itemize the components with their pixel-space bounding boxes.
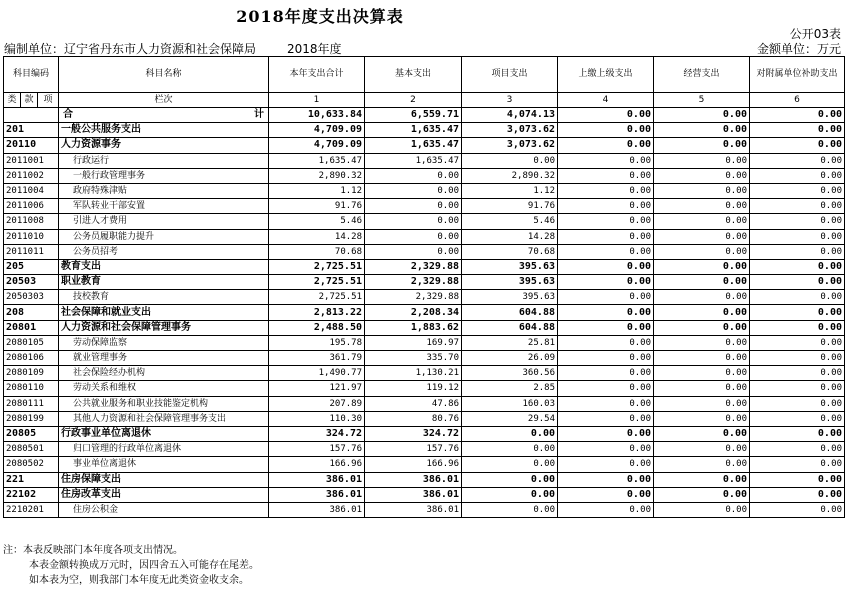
amount-cell: 0.00 [750,335,845,350]
reporting-unit: 编制单位：辽宁省丹东市人力资源和社会保障局 [4,42,257,56]
subject-name: 引进人才费用 [59,214,269,229]
amount-cell: 0.00 [654,411,750,426]
table-row [4,244,845,259]
amount-cell: 0.00 [365,229,462,244]
subject-code: 20110 [4,138,59,153]
column-number-2: 2 [365,93,462,108]
amount-cell: 604.88 [462,320,558,335]
table-row [4,305,845,320]
amount-cell: 0.00 [750,123,845,138]
amount-cell: 0.00 [750,199,845,214]
amount-cell: 2,725.51 [269,275,365,290]
header-code: 科目编码 [4,57,59,93]
total-label-ji: 计 [254,109,264,121]
subject-code: 2080106 [4,351,59,366]
amount-cell: 0.00 [654,487,750,502]
total-value: 0.00 [654,108,750,123]
amount-cell: 4,709.09 [269,123,365,138]
amount-cell: 2,488.50 [269,320,365,335]
subject-name: 人力资源事务 [59,138,269,153]
table-row [4,366,845,381]
amount-cell: 0.00 [654,472,750,487]
subject-name: 社会保障和就业支出 [59,305,269,320]
subject-name: 劳动关系和维权 [59,381,269,396]
amount-cell: 0.00 [558,442,654,457]
header-project-expenditure: 项目支出 [462,57,558,93]
amount-cell: 0.00 [462,457,558,472]
amount-cell: 166.96 [269,457,365,472]
amount-cell: 1,490.77 [269,366,365,381]
amount-cell: 0.00 [558,183,654,198]
amount-cell: 0.00 [750,168,845,183]
subject-name: 住房改革支出 [59,487,269,502]
subject-code: 2011004 [4,183,59,198]
table-row [4,183,845,198]
amount-cell: 0.00 [750,290,845,305]
amount-cell: 0.00 [750,275,845,290]
amount-cell: 3,073.62 [462,123,558,138]
amount-cell: 0.00 [750,153,845,168]
total-value: 4,074.13 [462,108,558,123]
table-row [4,214,845,229]
amount-cell: 0.00 [558,320,654,335]
amount-cell: 0.00 [654,229,750,244]
amount-cell: 0.00 [654,168,750,183]
table-row [4,153,845,168]
header-xiang: 项 [38,93,59,108]
amount-cell: 0.00 [750,411,845,426]
total-value: 0.00 [558,108,654,123]
subject-name: 社会保险经办机构 [59,366,269,381]
amount-cell: 166.96 [365,457,462,472]
amount-cell: 0.00 [558,138,654,153]
amount-cell: 0.00 [558,229,654,244]
header-total-expenditure: 本年支出合计 [269,57,365,93]
amount-cell: 80.76 [365,411,462,426]
amount-cell: 395.63 [462,259,558,274]
amount-cell: 0.00 [654,305,750,320]
amount-cell: 29.54 [462,411,558,426]
subject-name: 政府特殊津贴 [59,183,269,198]
header-lei: 类 [4,93,21,108]
amount-cell: 0.00 [558,305,654,320]
amount-cell: 0.00 [750,244,845,259]
amount-cell: 0.00 [750,472,845,487]
amount-cell: 0.00 [654,351,750,366]
header-lanci: 栏次 [59,93,269,108]
table-row [4,426,845,441]
amount-cell: 121.97 [269,381,365,396]
subject-code: 2011002 [4,168,59,183]
amount-cell: 0.00 [558,381,654,396]
subject-name: 教育支出 [59,259,269,274]
header-subsidy-affiliates: 对附属单位补助支出 [750,57,845,93]
subject-code: 2080502 [4,457,59,472]
amount-cell: 0.00 [558,153,654,168]
table-row [4,351,845,366]
subject-code: 221 [4,472,59,487]
subject-name: 归口管理的行政单位离退休 [59,442,269,457]
subject-name: 劳动保障监察 [59,335,269,350]
table-row [4,442,845,457]
amount-cell: 2,329.88 [365,275,462,290]
amount-cell: 386.01 [365,472,462,487]
total-row [4,108,845,123]
subject-code: 2011006 [4,199,59,214]
amount-cell: 119.12 [365,381,462,396]
amount-cell: 0.00 [654,123,750,138]
amount-cell: 2,813.22 [269,305,365,320]
subject-name: 职业教育 [59,275,269,290]
table-row [4,457,845,472]
amount-cell: 0.00 [654,153,750,168]
column-number-4: 4 [558,93,654,108]
amount-cell: 14.28 [462,229,558,244]
amount-cell: 0.00 [558,275,654,290]
amount-cell: 0.00 [750,366,845,381]
amount-cell: 1.12 [462,183,558,198]
table-row [4,320,845,335]
amount-cell: 0.00 [750,351,845,366]
amount-cell: 0.00 [750,381,845,396]
subject-name: 公务员履职能力提升 [59,229,269,244]
fiscal-year: 2018年度 [287,42,342,56]
amount-cell: 2,329.88 [365,259,462,274]
amount-cell: 1,635.47 [365,153,462,168]
amount-cell: 4,709.09 [269,138,365,153]
amount-cell: 0.00 [558,487,654,502]
table-row [4,138,845,153]
amount-cell: 386.01 [269,502,365,517]
amount-cell: 0.00 [558,426,654,441]
amount-cell: 0.00 [558,457,654,472]
subject-name: 技校教育 [59,290,269,305]
table-row [4,411,845,426]
form-number: 公开03表 [789,27,841,41]
subject-code: 2210201 [4,502,59,517]
amount-cell: 0.00 [750,320,845,335]
notes [3,543,259,588]
amount-cell: 0.00 [558,214,654,229]
amount-cell: 2,725.51 [269,259,365,274]
subject-code: 2011011 [4,244,59,259]
table-row [4,229,845,244]
amount-cell: 0.00 [750,426,845,441]
amount-cell: 386.01 [365,487,462,502]
table-row [4,381,845,396]
amount-cell: 324.72 [365,426,462,441]
total-value: 6,559.71 [365,108,462,123]
table-row [4,199,845,214]
note-line: 如本表为空，则我部门本年度无此类资金收支余。 [29,575,249,586]
subject-code: 20805 [4,426,59,441]
column-number-5: 5 [654,93,750,108]
amount-cell: 0.00 [750,259,845,274]
amount-cell: 0.00 [558,396,654,411]
subject-code: 20801 [4,320,59,335]
amount-cell: 0.00 [558,259,654,274]
amount-cell: 0.00 [462,472,558,487]
amount-cell: 0.00 [462,442,558,457]
amount-cell: 0.00 [654,442,750,457]
amount-cell: 0.00 [654,366,750,381]
column-number-1: 1 [269,93,365,108]
amount-cell: 395.63 [462,290,558,305]
amount-cell: 0.00 [654,320,750,335]
amount-cell: 160.03 [462,396,558,411]
subject-name: 公务员招考 [59,244,269,259]
subject-name: 一般行政管理事务 [59,168,269,183]
amount-cell: 0.00 [750,229,845,244]
header-basic-expenditure: 基本支出 [365,57,462,93]
amount-cell: 0.00 [750,305,845,320]
amount-cell: 0.00 [750,442,845,457]
amount-cell: 0.00 [558,351,654,366]
amount-cell: 324.72 [269,426,365,441]
amount-cell: 0.00 [750,396,845,411]
subject-code: 2050303 [4,290,59,305]
amount-cell: 195.78 [269,335,365,350]
subject-name: 军队转业干部安置 [59,199,269,214]
amount-cell: 0.00 [654,183,750,198]
subject-name: 住房公积金 [59,502,269,517]
amount-cell: 157.76 [365,442,462,457]
subject-code: 22102 [4,487,59,502]
amount-cell: 0.00 [654,275,750,290]
amount-cell: 0.00 [654,290,750,305]
amount-cell: 5.46 [462,214,558,229]
amount-cell: 0.00 [750,502,845,517]
amount-cell: 0.00 [654,199,750,214]
amount-cell: 1,635.47 [365,138,462,153]
subject-name: 公共就业服务和职业技能鉴定机构 [59,396,269,411]
amount-cell: 2.85 [462,381,558,396]
amount-cell: 0.00 [558,502,654,517]
header-name: 科目名称 [59,57,269,93]
amount-cell: 335.70 [365,351,462,366]
amount-cell: 2,208.34 [365,305,462,320]
amount-cell: 0.00 [365,183,462,198]
subject-code: 2011010 [4,229,59,244]
subject-code: 2080105 [4,335,59,350]
amount-cell: 360.56 [462,366,558,381]
amount-cell: 0.00 [654,335,750,350]
amount-cell: 14.28 [269,229,365,244]
amount-cell: 26.09 [462,351,558,366]
amount-cell: 1.12 [269,183,365,198]
subject-name: 行政事业单位离退休 [59,426,269,441]
amount-cell: 169.97 [365,335,462,350]
amount-cell: 0.00 [750,487,845,502]
subject-code: 205 [4,259,59,274]
header-operating-expenditure: 经营支出 [654,57,750,93]
amount-cell: 0.00 [558,199,654,214]
amount-cell: 0.00 [654,502,750,517]
amount-cell: 0.00 [365,214,462,229]
subject-code: 20503 [4,275,59,290]
amount-unit: 金额单位：万元 [756,42,841,56]
amount-cell: 1,883.62 [365,320,462,335]
subject-name: 其他人力资源和社会保障管理事务支出 [59,411,269,426]
table-row [4,275,845,290]
amount-cell: 386.01 [365,502,462,517]
amount-cell: 0.00 [462,487,558,502]
amount-cell: 0.00 [750,138,845,153]
subject-code: 2080111 [4,396,59,411]
amount-cell: 386.01 [269,487,365,502]
note-line: 注：本表反映部门本年度各项支出情况。 [3,545,183,556]
amount-cell: 5.46 [269,214,365,229]
amount-cell: 0.00 [654,396,750,411]
amount-cell: 0.00 [462,502,558,517]
amount-cell: 2,890.32 [462,168,558,183]
amount-cell: 0.00 [654,457,750,472]
amount-cell: 0.00 [558,335,654,350]
amount-cell: 0.00 [558,472,654,487]
amount-cell: 0.00 [558,168,654,183]
amount-cell: 70.68 [462,244,558,259]
subject-code: 2080109 [4,366,59,381]
amount-cell: 0.00 [654,426,750,441]
subject-name: 人力资源和社会保障管理事务 [59,320,269,335]
table-row [4,502,845,517]
amount-cell: 157.76 [269,442,365,457]
amount-cell: 1,635.47 [269,153,365,168]
table-row [4,396,845,411]
amount-cell: 110.30 [269,411,365,426]
amount-cell: 2,329.88 [365,290,462,305]
amount-cell: 0.00 [558,244,654,259]
total-value: 10,633.84 [269,108,365,123]
amount-cell: 25.81 [462,335,558,350]
amount-cell: 0.00 [365,199,462,214]
amount-cell: 0.00 [654,244,750,259]
amount-cell: 361.79 [269,351,365,366]
amount-cell: 91.76 [269,199,365,214]
amount-cell: 386.01 [269,472,365,487]
table-row [4,472,845,487]
total-label-he: 合 [63,109,73,121]
amount-cell: 70.68 [269,244,365,259]
subject-code: 2011001 [4,153,59,168]
amount-cell: 0.00 [750,183,845,198]
amount-cell: 0.00 [365,244,462,259]
header-remit-upper: 上缴上级支出 [558,57,654,93]
amount-cell: 0.00 [558,290,654,305]
subject-code: 2011008 [4,214,59,229]
amount-cell: 0.00 [558,411,654,426]
amount-cell: 0.00 [462,426,558,441]
amount-cell: 0.00 [750,457,845,472]
amount-cell: 2,890.32 [269,168,365,183]
amount-cell: 1,130.21 [365,366,462,381]
column-number-3: 3 [462,93,558,108]
amount-cell: 1,635.47 [365,123,462,138]
amount-cell: 0.00 [365,168,462,183]
subject-name: 事业单位离退休 [59,457,269,472]
amount-cell: 0.00 [654,214,750,229]
table-row [4,290,845,305]
amount-cell: 395.63 [462,275,558,290]
subject-code: 2080501 [4,442,59,457]
table-row [4,123,845,138]
subject-name: 行政运行 [59,153,269,168]
table-row [4,487,845,502]
table-row [4,168,845,183]
amount-cell: 0.00 [654,259,750,274]
amount-cell: 0.00 [654,381,750,396]
header-kuan: 款 [21,93,38,108]
expenditure-table [3,56,845,518]
amount-cell: 2,725.51 [269,290,365,305]
column-number-6: 6 [750,93,845,108]
subject-name: 住房保障支出 [59,472,269,487]
table-title: 2018年度支出决算表 [236,7,404,26]
subject-name: 一般公共服务支出 [59,123,269,138]
table-row [4,259,845,274]
subject-code: 201 [4,123,59,138]
table-row [4,335,845,350]
amount-cell: 0.00 [750,214,845,229]
amount-cell: 0.00 [462,153,558,168]
subject-code: 208 [4,305,59,320]
total-value: 0.00 [750,108,845,123]
amount-cell: 47.86 [365,396,462,411]
amount-cell: 0.00 [558,123,654,138]
amount-cell: 207.89 [269,396,365,411]
amount-cell: 0.00 [654,138,750,153]
amount-cell: 3,073.62 [462,138,558,153]
amount-cell: 0.00 [558,366,654,381]
amount-cell: 604.88 [462,305,558,320]
note-line: 本表金额转换成万元时，因四舍五入可能存在尾差。 [29,560,259,571]
subject-name: 就业管理事务 [59,351,269,366]
subject-code: 2080110 [4,381,59,396]
subject-code: 2080199 [4,411,59,426]
amount-cell: 91.76 [462,199,558,214]
